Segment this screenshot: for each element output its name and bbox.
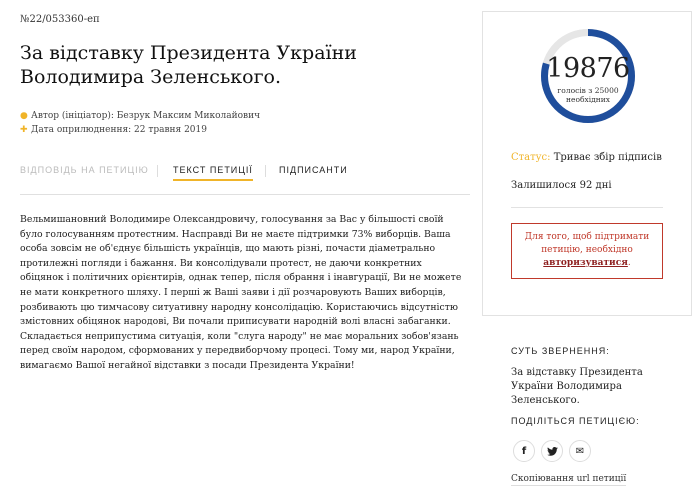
- facebook-share-button[interactable]: [513, 440, 535, 462]
- login-link[interactable]: авторизуватися: [543, 258, 628, 268]
- signature-count: 19876: [546, 53, 630, 84]
- goal-line-1: голосів з 25000: [557, 86, 619, 95]
- signature-goal: [538, 86, 638, 104]
- goal-line-2: необхідних: [566, 95, 610, 104]
- status-label: Статус:: [511, 152, 551, 163]
- twitter-share-button[interactable]: [541, 440, 563, 462]
- share-heading: ПОДІЛІТЬСЯ ПЕТИЦІЄЮ:: [511, 416, 640, 426]
- plus-icon: ✚: [20, 125, 28, 135]
- author-line: [20, 111, 260, 121]
- twitter-icon: [547, 447, 558, 456]
- tab-divider: [265, 165, 266, 177]
- status-value: Триває збір підписів: [553, 152, 662, 163]
- petition-body: Вельмишановний Володимире Олександровичу, голосування за Вас у більшості своїй було голосуванням протестним. Насправді Ви не маєте підтримки 73% виборців. Ваша особа зовсім не об'єднує більшість українців, що мають різні, почасти діаметрально протилежні погляди і бажання. Ви консолідували протест, не даючи конкретних обіцянок і політичних орієнтирів, однак тепер, після обрання і інавгурації, Ви не можете не мати конкретного шляху. І перші ж Ваші заяви і дії розчаровують Ваших виборців, розбивають цю тимчасову ситуативну народну консолідацію. Користаючись відсутністю змістовних обіцянок народові, Ви почали приписувати народній волі власні забаганки. Складається неприпустима ситуація, коли "слуга народу" не має моральних зобов'язань перед своїм народом, сформованих у передвиборчому процесі. Тому ми, народ України, вимагаємо Вашої негайної відставки з посади Президента України!: [20, 214, 462, 371]
- mail-icon: ✉: [575, 445, 585, 457]
- facebook-icon: f: [521, 445, 527, 457]
- essence-text: За відставку Президента України Володимира Зеленського.: [511, 367, 643, 406]
- author-text: Автор (ініціатор): Безрук Максим Миколайович: [31, 111, 261, 121]
- email-share-button[interactable]: [569, 440, 591, 462]
- date-line: [20, 125, 207, 135]
- counter: [538, 26, 638, 126]
- tab-petition-text[interactable]: ТЕКСТ ПЕТИЦІЇ: [173, 165, 253, 181]
- tabs-divider: [20, 194, 470, 195]
- user-icon: ●: [20, 111, 28, 121]
- essence-heading: СУТЬ ЗВЕРНЕННЯ:: [511, 346, 610, 356]
- petition-number: №22/053360-еп: [20, 14, 100, 25]
- copy-url-link[interactable]: Скопіювання url петиції: [511, 474, 627, 484]
- tab-answer[interactable]: ВІДПОВІДЬ НА ПЕТИЦІЮ: [20, 165, 149, 175]
- days-remaining: Залишилося 92 дні: [511, 180, 612, 191]
- tab-divider: [157, 165, 158, 177]
- signature-box: [482, 11, 692, 316]
- auth-notice: [511, 223, 663, 279]
- box-divider: [511, 207, 663, 208]
- status-row: [511, 152, 662, 163]
- petition-title: За відставку Президента України Володимира Зеленського.: [20, 42, 357, 88]
- auth-dot: .: [627, 258, 631, 268]
- auth-text: Для того, щоб підтримати петицію, необхідно: [524, 232, 650, 255]
- tab-signers[interactable]: ПІДПИСАНТИ: [279, 165, 348, 175]
- date-text: Дата оприлюднення: 22 травня 2019: [31, 125, 207, 135]
